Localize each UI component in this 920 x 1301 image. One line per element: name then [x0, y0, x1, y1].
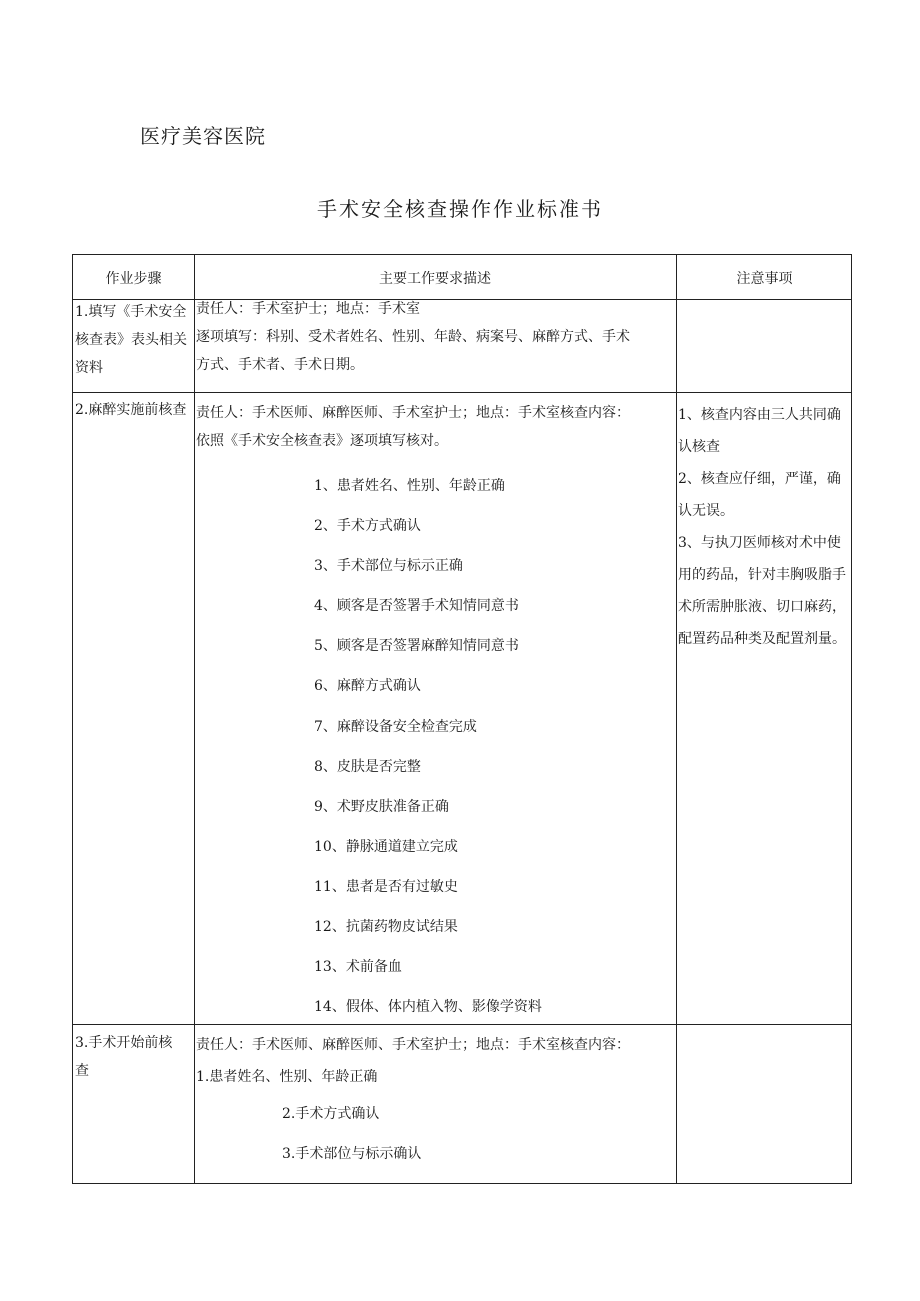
checklist-item: 13、术前备血 [314, 959, 402, 976]
checklist-item: 14、假体、体内植入物、影像学资料 [314, 999, 542, 1016]
row2-note: 2、核查应仔细，严谨，确认无误。 [678, 471, 841, 519]
checklist-item: 4、顾客是否签署手术知情同意书 [314, 598, 519, 615]
row2-checklist [314, 466, 654, 1027]
checklist-item: 6、麻醉方式确认 [314, 678, 421, 695]
checklist-item: 1、患者姓名、性别、年龄正确 [314, 478, 505, 494]
row2-intro-line: 责任人：手术医师、麻醉医师、手术室护士；地点：手术室核查内容： [196, 405, 630, 421]
checklist-item: 9、术野皮肤准备正确 [314, 798, 449, 815]
checklist-item: 3.手术部位与标示确认 [282, 1146, 422, 1162]
column-header-notes: 注意事项 [736, 271, 793, 287]
row1-step: 1.填写《手术安全核查表》表头相关资料 [75, 304, 187, 376]
row1-description-line: 方式、手术者、手术日期。 [196, 357, 364, 373]
checklist-item: 3、手术部位与标示正确 [314, 558, 463, 575]
checklist-item: 2.手术方式确认 [282, 1106, 380, 1122]
checklist-item: 8、皮肤是否完整 [314, 758, 421, 775]
row-divider [73, 392, 851, 393]
row2-note: 1、核查内容由三人共同确认核查 [678, 407, 841, 455]
column-header-description: 主要工作要求描述 [379, 271, 491, 287]
procedure-table [72, 254, 852, 1184]
row2-step: 2.麻醉实施前核查 [75, 402, 187, 418]
document-title: 手术安全核查操作作业标准书 [317, 197, 603, 221]
checklist-item: 12、抗菌药物皮试结果 [314, 919, 458, 936]
row3-intro: 责任人：手术医师、麻醉医师、手术室护士；地点：手术室核查内容： [196, 1037, 630, 1053]
row1-description-line: 责任人：手术室护士；地点：手术室 [196, 301, 420, 317]
row1-description-line: 逐项填写：科别、受术者姓名、性别、年龄、病案号、麻醉方式、手术 [196, 329, 630, 345]
checklist-item: 11、患者是否有过敏史 [314, 878, 458, 895]
row2-note: 3、与执刀医师核对术中使用的药品，针对丰胸吸脂手术所需肿胀液、切口麻药，配置药品种类及配置剂量。 [678, 535, 846, 647]
row2-intro [196, 399, 674, 455]
checklist-item: 1.患者姓名、性别、年龄正确 [196, 1069, 378, 1085]
organization-name: 医疗美容医院 [140, 124, 266, 148]
column-divider [194, 255, 195, 1183]
column-divider [676, 255, 677, 1183]
checklist-item: 7、麻醉设备安全检查完成 [314, 718, 477, 735]
row2-notes [678, 399, 850, 655]
checklist-item: 10、静脉通道建立完成 [314, 838, 458, 855]
column-header-step: 作业步骤 [105, 271, 162, 287]
row2-intro-line: 依照《手术安全核查表》逐项填写核对。 [196, 433, 448, 449]
checklist-item: 5、顾客是否签署麻醉知情同意书 [314, 638, 519, 655]
checklist-item: 2、手术方式确认 [314, 518, 421, 535]
row3-step: 3.手术开始前核查 [75, 1035, 173, 1079]
row1-description [196, 295, 674, 379]
